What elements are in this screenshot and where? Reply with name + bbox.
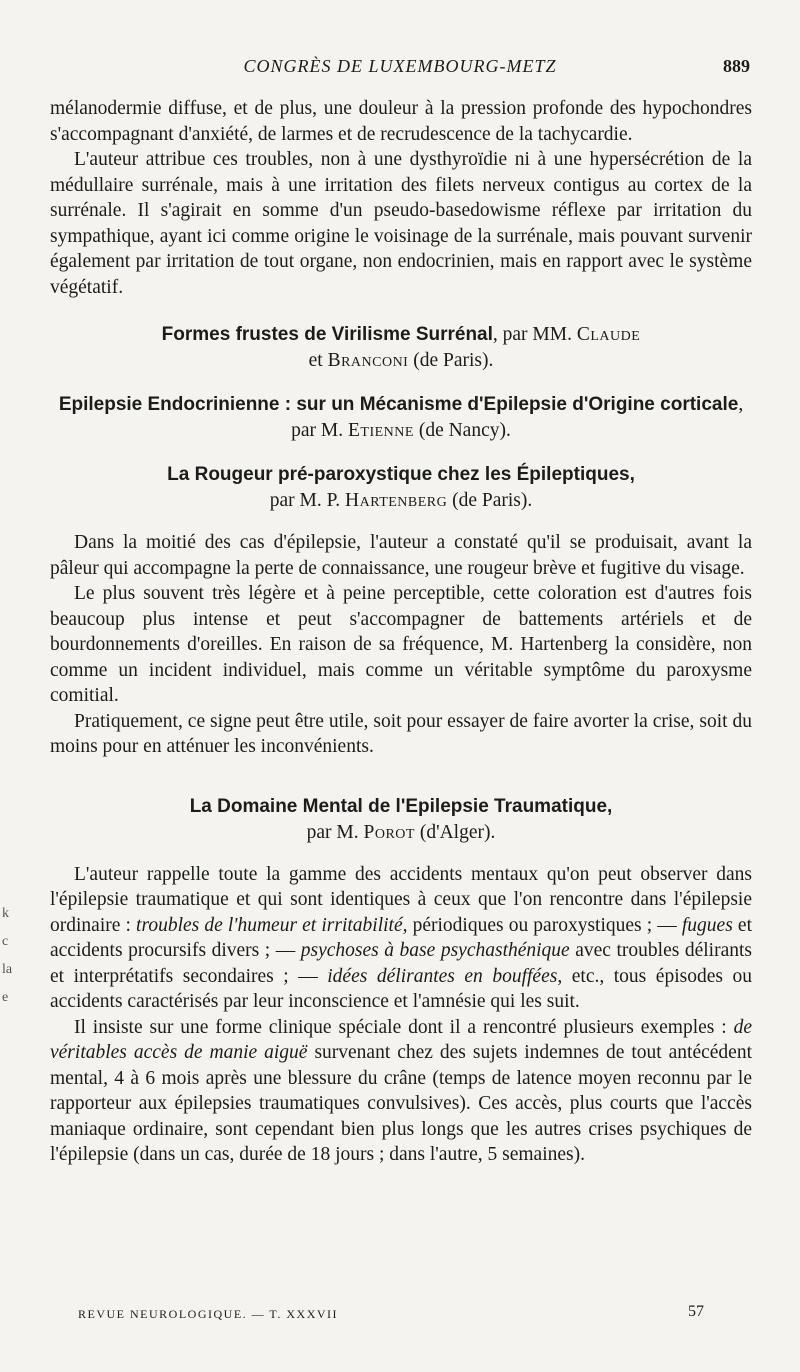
author-name: Claude [576, 324, 641, 345]
margin-marks [0, 900, 14, 1040]
footer-signature: 57 [688, 1303, 704, 1320]
paragraph: L'auteur attribue ces troubles, non à une dysthyroïdie ni à une hypersécrétion de la médullaire surrénale, mais à une irritation des filets nerveux contigus au cortex de la surrénale. Il s'agirait en somme d'un pseudo-basedowisme réflexe par irritation du sympathique, ayant ici comme origine le voisinage de la surrénale, mais pouvant survenir également par irritation de tout organe, non endocrinien, mais en rapport avec le système végétatif. [50, 149, 752, 298]
section-heading: La Rougeur pré-paroxystique chez les Épileptiques, par M. P. Hartenberg (de Paris). [167, 464, 635, 511]
author-name: Hartenberg [345, 490, 448, 511]
section-title: La Rougeur pré-paroxystique chez les Épileptiques, [167, 464, 635, 485]
margin-mark: la [2, 962, 13, 977]
margin-mark: e [2, 990, 9, 1005]
author-name: Branconi [327, 350, 409, 371]
paragraph: L'auteur rappelle toute la gamme des accidents mentaux qu'on peut observer dans l'épilepsie traumatique et qui sont identiques à ceux que l'on rencontre dans l'épilepsie ordinaire : troubles de l'humeur et irritabilité, périodiques ou paroxystiques ; — fugues et accidents procursifs divers ; — psychoses à base psychasthénique avec troubles délirants et interprétatifs secondaires ; — idées délirantes en bouffées, etc., tous épisodes ou accidents caractérisés par leur inconscience et l'amnésie qui les suit. [50, 863, 753, 1012]
paragraph: mélanodermie diffuse, et de plus, une douleur à la pression profonde des hypochondres s'accompagnant d'anxiété, de larmes et de recrudescence de la tachycardie. [50, 98, 752, 145]
author-name: Porot [363, 821, 415, 843]
author-name: Etienne [348, 420, 414, 441]
section-heading: Epilepsie Endocrinienne : sur un Mécanisme d'Epilepsie d'Origine corticale, par M. Etienne (de Nancy). [58, 394, 744, 441]
running-head [50, 56, 750, 82]
paragraph: Le plus souvent très légère et à peine perceptible, cette coloration est d'autres fois beaucoup plus intense et peut s'accompagner de battements artériels et de bourdonnements d'oreilles. En raison de sa fréquence, M. Hartenberg la considère, non comme un incident individuel, mais comme un véritable symptôme du paroxysme comitial. [50, 583, 752, 706]
section-heading: Formes frustes de Virilisme Surrénal, par MM. Claude et Branconi (de Paris). [161, 324, 641, 371]
margin-mark: c [2, 934, 9, 949]
page-number: 889 [723, 56, 750, 76]
paragraph: Il insiste sur une forme clinique spéciale dont il a rencontré plusieurs exemples : de véritables accès de manie aiguë survenant chez des sujets indemnes de tout antécédent mental, 4 à 6 mois après une blessure du crâne (temps de latence moyen reconnu par le rapporteur aux épilepsies traumatiques convulsives). Ces accès, plus courts que l'accès maniaque ordinaire, sont cependant bien plus longs que les autres crises psychiques de l'épilepsie (dans un cas, durée de 18 jours ; dans l'autre, 5 semaines). [50, 1016, 752, 1165]
section-heading: La Domaine Mental de l'Epilepsie Traumatique, par M. Porot (d'Alger). [189, 795, 613, 843]
section-title: Epilepsie Endocrinienne : sur un Mécanisme d'Epilepsie d'Origine corticale [58, 394, 739, 415]
footer-journal: REVUE NEUROLOGIQUE. — T. XXXVII [78, 1307, 339, 1321]
paragraph: Pratiquement, ce signe peut être utile, soit pour essayer de faire avorter la crise, soit du moins pour en atténuer les inconvénients. [50, 710, 752, 757]
body-text [50, 96, 752, 1168]
footer [50, 1303, 752, 1325]
margin-mark: k [2, 906, 9, 921]
paragraph: Dans la moitié des cas d'épilepsie, l'auteur a constaté qu'il se produisait, avant la pâleur qui accompagne la perte de connaissance, une rougeur brève et fugitive du visage. [50, 532, 752, 579]
running-title: CONGRÈS DE LUXEMBOURG-METZ [243, 56, 557, 76]
section-title: Formes frustes de Virilisme Surrénal [161, 324, 493, 345]
section-title: La Domaine Mental de l'Epilepsie Traumatique, [189, 795, 613, 817]
